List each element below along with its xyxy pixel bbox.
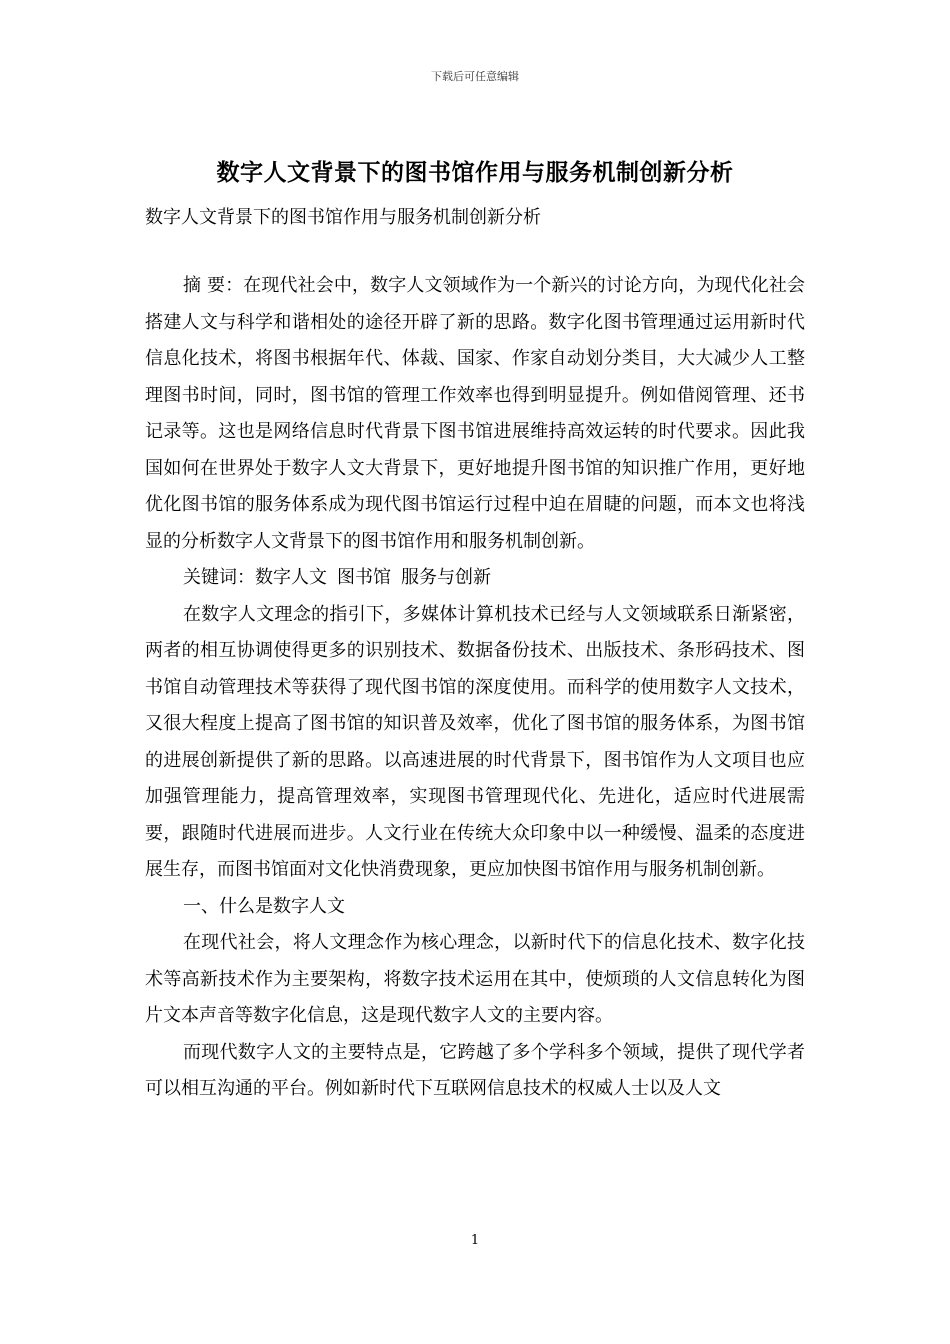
document-subtitle: 数字人文背景下的图书馆作用与服务机制创新分析 (145, 207, 541, 228)
document-title: 数字人文背景下的图书馆作用与服务机制创新分析 (216, 159, 734, 186)
header-note: 下载后可任意编辑 (431, 70, 519, 83)
abstract-paragraph: 摘 要：在现代社会中，数字人文领域作为一个新兴的讨论方向，为现代化社会搭建人文与科学和谐相处的途径开辟了新的思路。数字化图书管理通过运用新时代信息化技术，将图书根据年代、体裁、国家、作家自动划分类目，大大减少人工整理图书时间，同时，图书馆的管理工作效率也得到明显提升。例如借阅管理、还书记录等。这也是网络信息时代背景下图书馆进展维持高效运转的时代要求。因此我国如何在世界处于数字人文大背景下，更好地提升图书馆的知识推广作用，更好地优化图书馆的服务体系成为现代图书馆运行过程中迫在眉睫的问题，而本文也将浅显的分析数字人文背景下的图书馆作用和服务机制创新。 (145, 275, 805, 552)
keyword-item: 服务与创新 (401, 567, 491, 588)
page-number: 1 (470, 1233, 480, 1248)
keyword-item: 图书馆 (337, 567, 391, 588)
keyword-item: 数字人文 (255, 567, 327, 588)
document-body (145, 268, 805, 1108)
keywords-label: 关键词： (183, 567, 255, 588)
section-heading: 一、什么是数字人文 (183, 895, 345, 917)
body-paragraph: 而现代数字人文的主要特点是，它跨越了多个学科多个领域，提供了现代学者可以相互沟通的平台。例如新时代下互联网信息技术的权威人士以及人文 (145, 1041, 805, 1099)
keywords-line (145, 560, 805, 597)
body-paragraph: 在现代社会，将人文理念作为核心理念，以新时代下的信息化技术、数字化技术等高新技术作为主要架构，将数字技术运用在其中，使烦琐的人文信息转化为图片文本声音等数字化信息，这是现代数字人文的主要内容。 (145, 932, 805, 1026)
body-paragraph: 在数字人文理念的指引下，多媒体计算机技术已经与人文领域联系日渐紧密，两者的相互协调使得更多的识别技术、数据备份技术、出版技术、条形码技术、图书馆自动管理技术等获得了现代图书馆的深度使用。而科学的使用数字人文技术，又很大程度上提高了图书馆的知识普及效率，优化了图书馆的服务体系，为图书馆的进展创新提供了新的思路。以高速进展的时代背景下，图书馆作为人文项目也应加强管理能力，提高管理效率，实现图书管理现代化、先进化，适应时代进展需要，跟随时代进展而进步。人文行业在传统大众印象中以一种缓慢、温柔的态度进展生存，而图书馆面对文化快消费现象，更应加快图书馆作用与服务机制创新。 (145, 603, 805, 880)
